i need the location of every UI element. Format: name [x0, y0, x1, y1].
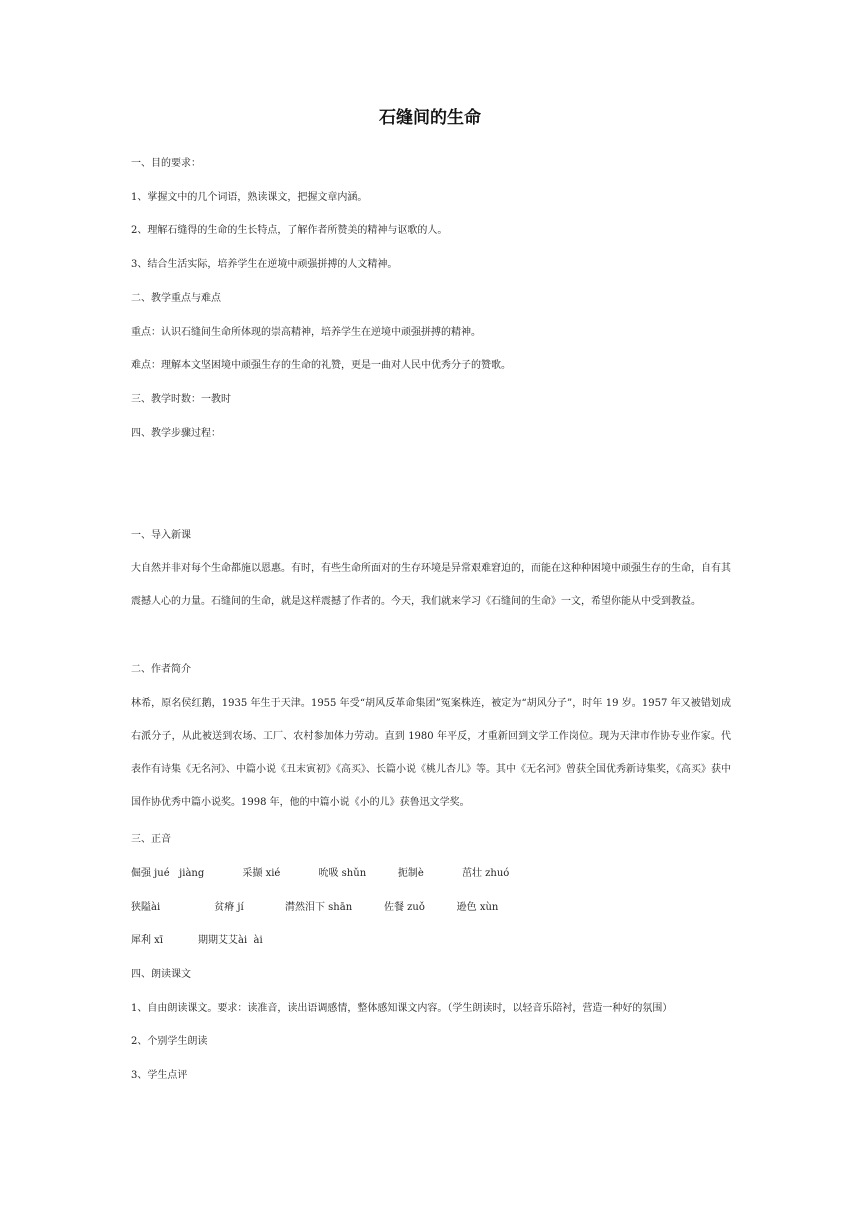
- goal-item-2: 2、理解石缝得的生命的生长特点，了解作者所赞美的精神与讴歌的人。: [131, 225, 448, 236]
- focus-key-point: 重点：认识石缝间生命所体现的崇高精神，培养学生在逆境中顽强拼搏的精神。: [131, 327, 481, 338]
- pronunciation-heading: 三、正音: [131, 834, 171, 845]
- goal-item-1: 1、掌握文中的几个词语，熟读课文，把握文章内涵。: [131, 192, 368, 203]
- page-title: 石缝间的生命: [379, 108, 481, 128]
- focus-difficulty: 难点：理解本文坚困境中顽强生存的生命的礼赞，更是一曲对人民中优秀分子的赞歌。: [131, 360, 511, 371]
- teaching-hours: 三、教学时数：一教时: [131, 394, 231, 405]
- pinyin-row-2: 狭隘ài 贫瘠 jí 潸然泪下 shān 佐餐 zuǒ 逊色 xùn: [131, 902, 499, 913]
- reading-item-1: 1、自由朗读课文。要求：读准音，读出语调感情，整体感知课文内容。（学生朗读时，以轻音乐陪衬，营造一种好的氛围）: [131, 1003, 673, 1014]
- intro-heading: 一、导入新课: [131, 530, 191, 541]
- intro-paragraph: 大自然并非对每个生命都施以恩惠。有时，有些生命所面对的生存环境是异常艰难窘迫的，而能在这种种困境中顽强生存的生命，自有其震撼人心的力量。石缝间的生命，就是这样震撼了作者的。今天，我们就来学习《石缝间的生命》一文，希望你能从中受到教益。: [131, 563, 731, 607]
- focus-heading: 二、教学重点与难点: [131, 293, 221, 304]
- author-heading: 二、作者简介: [131, 664, 191, 675]
- reading-heading: 四、朗读课文: [131, 969, 191, 980]
- pinyin-row-3: 犀利 xī 期期艾艾ài ài: [131, 935, 263, 946]
- steps-heading: 四、教学步骤过程：: [131, 428, 221, 439]
- reading-item-2: 2、个别学生朗读: [131, 1036, 208, 1047]
- pinyin-row-1: 倔强 jué jiàng 采撷 xié 吮吸 shǔn 扼制è 茁壮 zhuó: [131, 868, 510, 879]
- reading-item-3: 3、学生点评: [131, 1070, 188, 1081]
- author-paragraph: 林希，原名侯红鹅，1935 年生于天津。1955 年受“胡风反革命集团”冤案株连，被定为“胡风分子”，时年 19 岁。1957 年又被错划成右派分子，从此被送到农场、工厂、农村参加体力劳动。直到 1980 年平反，才重新回到文学工作岗位。现为天津市作协专业作家。代表作有诗集《无名河》、中篇小说《丑末寅初》《高买》、长篇小说《桃儿杏儿》等。其中《无名河》曾获全国优秀新诗集奖，《高买》获中国作协优秀中篇小说奖。1998 年，他的中篇小说《小的儿》获鲁迅文学奖。: [131, 698, 731, 808]
- goals-heading: 一、目的要求：: [131, 158, 201, 169]
- goal-item-3: 3、结合生活实际，培养学生在逆境中顽强拼搏的人文精神。: [131, 259, 398, 270]
